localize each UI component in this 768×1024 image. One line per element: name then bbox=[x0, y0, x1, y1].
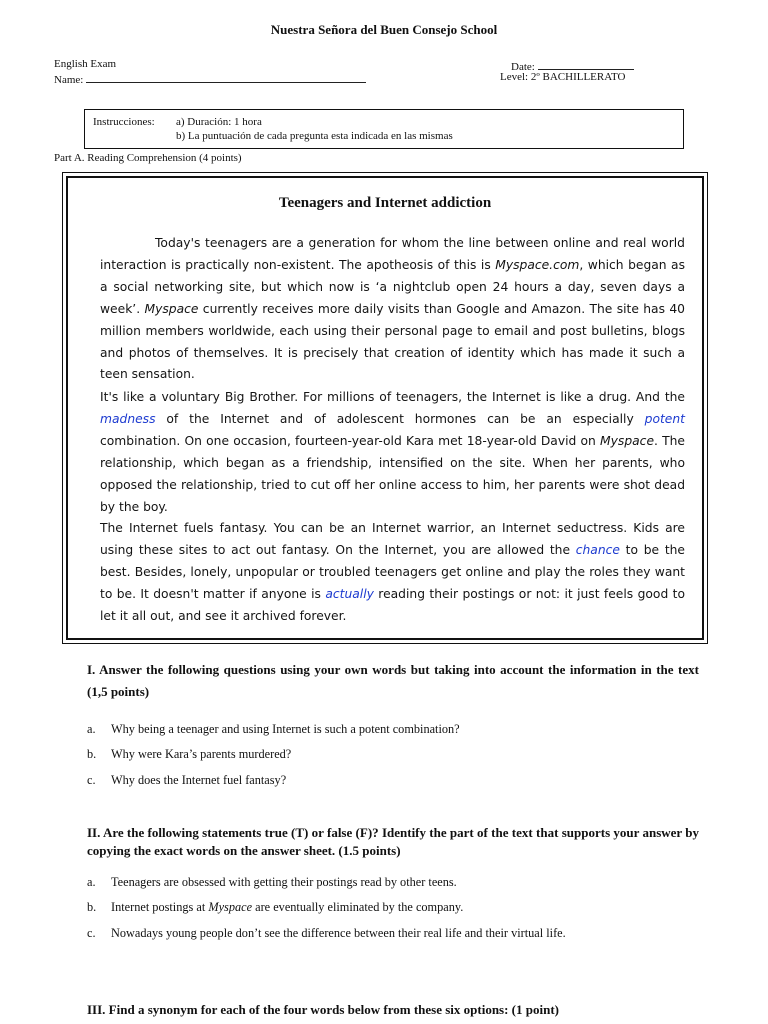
statement-item: b. Internet postings at Myspace are eventually eliminated by the company. bbox=[87, 900, 464, 914]
question-item: c. Why does the Internet fuel fantasy? bbox=[87, 773, 287, 787]
instruction-a: a) Duración: 1 hora bbox=[176, 116, 262, 128]
site-name: Myspace bbox=[208, 900, 253, 914]
highlighted-word: potent bbox=[644, 411, 685, 426]
article-paragraph-3: The Internet fuels fantasy. You can be an Internet warrior, an Internet seductress. Kids are using these sites to act out fantasy. On the Internet, you are allowed the chance to be the best. Besides, lonely, unpopular or troubled teenagers get online and play the roles they want to be. It doesn't matter if anyone is actually reading their postings or not: it just feels good to let it all out, and see it archived forever. bbox=[100, 521, 685, 623]
highlighted-word: chance bbox=[575, 542, 620, 557]
article-title: Teenagers and Internet addiction bbox=[278, 195, 492, 211]
section-1-heading: I. Answer the following questions using your own words but taking into account the information in the text (1,5 points) bbox=[87, 662, 699, 699]
level-label: Level: 2º BACHILLERATO bbox=[500, 71, 626, 83]
instruction-b: b) La puntuación de cada pregunta esta indicada en las mismas bbox=[176, 130, 453, 142]
section-3-heading: III. Find a synonym for each of the four words below from these six options: (1 point) bbox=[87, 1002, 559, 1017]
part-a-title: Part A. Reading Comprehension (4 points) bbox=[54, 152, 242, 164]
statement-item: c. Nowadays young people don’t see the difference between their real life and their virtual life. bbox=[87, 926, 566, 940]
question-item: a. Why being a teenager and using Internet is such a potent combination? bbox=[87, 722, 460, 736]
article-paragraph-1: Today's teenagers are a generation for whom the line between online and real world interaction is practically non-existent. The apotheosis of this is Myspace.com, which began as a social networking site, but which now is ‘a nightclub open 24 hours a day, seven days a week’. Myspace currently receives more daily visits than Google and Amazon. The site has 40 million members worldwide, each using their personal page to email and post bulletins, blogs and photos of themselves. It is precisely that creation of identity which has made it such a teen sensation. bbox=[100, 236, 686, 382]
exam-title: English Exam bbox=[54, 58, 117, 70]
article-paragraph-2: It's like a voluntary Big Brother. For millions of teenagers, the Internet is like a drug. And the madness of the Internet and of adolescent hormones can be an especially potent combination. On one occasion, fourteen-year-old Kara met 18-year-old David on Myspace. The relationship, which began as a friendship, intensified on the site. When her parents, who opposed the relationship, tried to cut off her online access to him, her parents were shot dead by the boy. bbox=[100, 390, 685, 514]
site-name: Myspace.com bbox=[495, 257, 580, 272]
site-name: Myspace bbox=[144, 301, 199, 316]
question-item: b. Why were Kara’s parents murdered? bbox=[87, 747, 292, 761]
date-line bbox=[538, 58, 634, 70]
site-name: Myspace bbox=[600, 433, 655, 448]
name-line bbox=[86, 71, 366, 83]
name-field bbox=[54, 71, 366, 87]
instructions-box bbox=[84, 109, 684, 149]
section-2-heading: II. Are the following statements true (T) or false (F)? Identify the part of the text that supports your answer by copying the exact words on the answer sheet. (1.5 points) bbox=[87, 825, 699, 858]
highlighted-word: madness bbox=[100, 411, 156, 426]
statement-item: a. Teenagers are obsessed with getting their postings read by other teens. bbox=[87, 875, 457, 889]
date-label: Date: bbox=[511, 61, 535, 73]
instructions-label: Instrucciones: bbox=[93, 116, 155, 128]
name-label: Name: bbox=[54, 74, 84, 86]
highlighted-word: actually bbox=[325, 586, 374, 601]
school-name: Nuestra Señora del Buen Consejo School bbox=[270, 22, 498, 37]
